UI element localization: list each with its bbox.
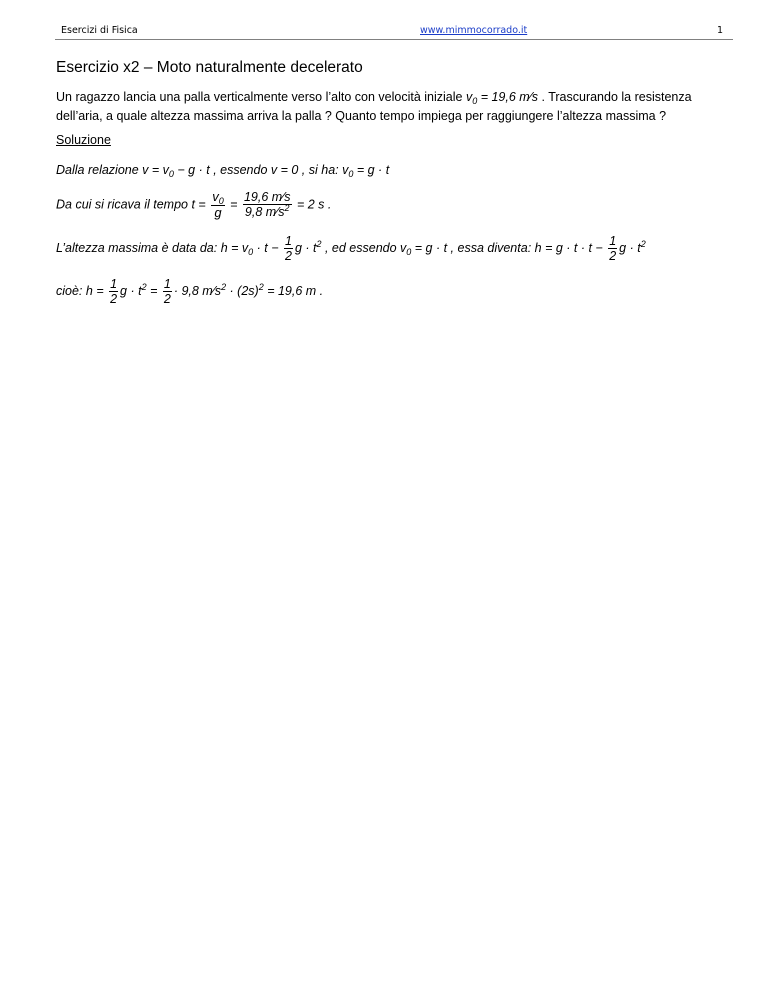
problem-statement: [56, 88, 736, 125]
header-divider: [55, 39, 733, 40]
fraction-one-half: $\frac{1}{2}$: [284, 234, 292, 263]
header-website-link[interactable]: www.mimmocorrado.it: [420, 25, 528, 36]
problem-text-2: . Trascurando la resistenza dell’aria, a quale altezza massima arriva la palla ? Quanto tempo impiega per raggiungere l’altezza massima ?: [56, 90, 692, 123]
solution-heading: Soluzione: [56, 133, 111, 147]
step-1: Dalla relazione $v = v_0 - g \cdot t$ , essendo v = 0 , si ha: $v_0 = g \cdot t$: [56, 163, 390, 179]
page-header: [55, 25, 733, 39]
header-title: Esercizi di Fisica: [61, 25, 138, 36]
step-3: L’altezza massima è data da: $h = v_0 \cdot t$ − $\frac{1}{2}$ $g \cdot t^2$ , ed essendo $v_0 = g \cdot t$ , essa diventa: h = g · t · t − $\frac{1}{2}$ $g \cdot t^2$: [56, 234, 646, 263]
step-4: cioè: h = $\frac{1}{2}$ $g \cdot t^2$ = $\frac{1}{2}$ · 9,8 $m⁄s^2 \cdot (2s)^2 = 19,6$ m .: [56, 277, 324, 306]
fraction-values: $\frac{19,6 m⁄s}{9,8 m⁄s^2}$: [243, 190, 291, 219]
fraction-one-half-d: $\frac{1}{2}$: [163, 277, 171, 306]
step-2: Da cui si ricava il tempo t = $\frac{v_0}{g}$ = $\frac{19,6 m⁄s}{9,8 m⁄s^2}$ = 2 s .: [56, 189, 332, 220]
v0-symbol: $v_0 = 19,6$ m⁄s: [465, 90, 539, 106]
fraction-one-half-c: $\frac{1}{2}$: [110, 277, 118, 306]
fraction-v0-over-g: $\frac{v_0}{g}$: [212, 189, 224, 220]
fraction-one-half-b: $\frac{1}{2}$: [609, 234, 617, 263]
problem-text-1: Un ragazzo lancia una palla verticalmente verso l’alto con velocità iniziale: [56, 90, 466, 104]
page-number: 1: [716, 25, 723, 36]
exercise-title: Esercizio x2 – Moto naturalmente decelerato: [56, 59, 363, 76]
